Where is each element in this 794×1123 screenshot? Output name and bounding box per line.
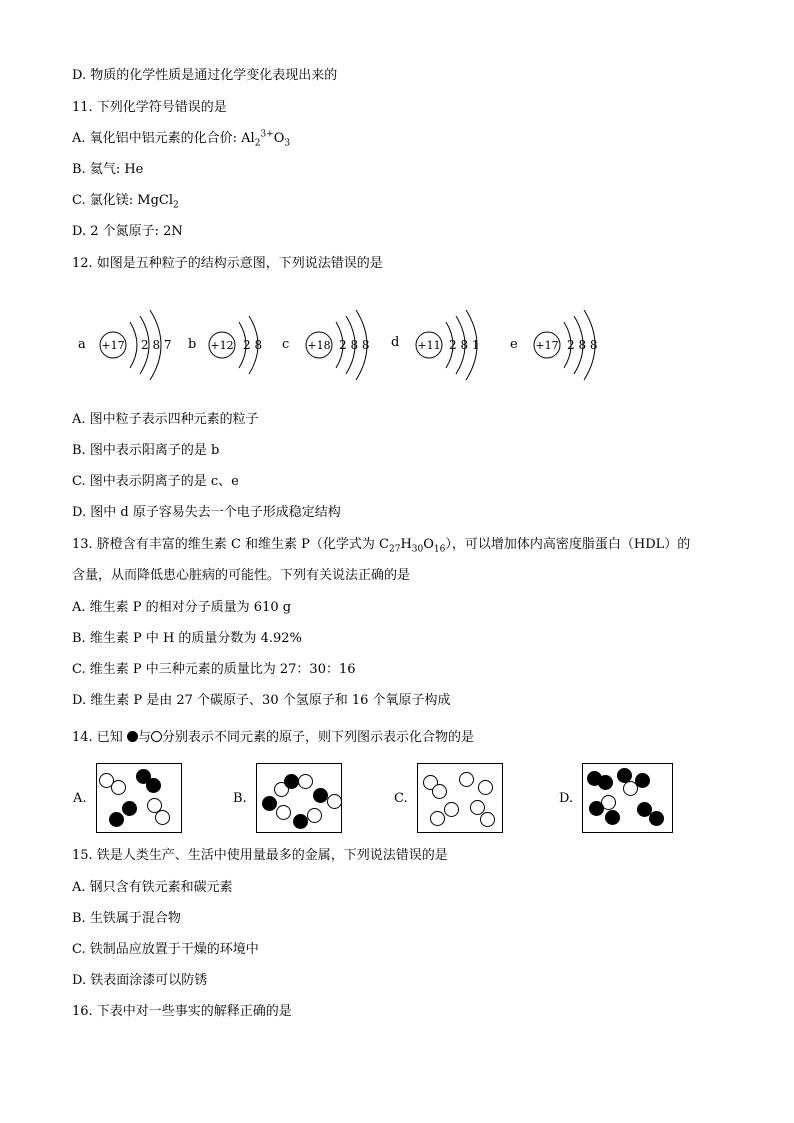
option-14a-diagram (73, 763, 182, 833)
question-15: 15. 铁是人类生产、生活中使用量最多的金属，下列说法错误的是 (72, 848, 448, 863)
option-label: C. (394, 791, 408, 806)
option-11b: B. 氦气: He (72, 162, 144, 177)
atom-label: c (282, 337, 290, 352)
option-15d: D. 铁表面涂漆可以防锈 (72, 973, 208, 988)
white-atom-icon (478, 780, 493, 795)
option-15b: B. 生铁属于混合物 (72, 911, 181, 926)
option-11d: D. 2 个氮原子: 2N (72, 224, 183, 239)
white-atom-icon (459, 772, 474, 787)
atom-shell-icon (414, 314, 524, 384)
white-atom-icon (444, 802, 459, 817)
atom-label: b (188, 337, 197, 352)
black-atom-icon (284, 774, 299, 789)
option-14b-diagram (233, 763, 342, 833)
option-15c: C. 铁制品应放置于干燥的环境中 (72, 942, 259, 957)
electron-shells: 2 8 1 (449, 338, 480, 352)
option-13d: D. 维生素 P 是由 27 个碳原子、30 个氢原子和 16 个氧原子构成 (72, 693, 451, 708)
option-12a: A. 图中粒子表示四种元素的粒子 (72, 412, 259, 427)
black-atom-icon (635, 773, 650, 788)
white-atom-icon (276, 805, 291, 820)
electron-shells: 2 8 7 (141, 338, 172, 352)
option-15a: A. 钢只含有铁元素和碳元素 (72, 880, 233, 895)
question-13: 13. 脐橙含有丰富的维生素 C 和维生素 P（化学式为 $C_{27}H_{30}O_{16}$），可以增加体内高密度脂蛋白（HDL）的 (72, 537, 691, 555)
white-atom-icon (480, 812, 495, 827)
option-11c: C. 氯化镁: MgCl$_2$ (72, 193, 179, 211)
atom-diagram-d (391, 322, 501, 370)
atom-diagram-c (282, 322, 392, 370)
white-atom-icon (307, 808, 322, 823)
svg-text:+11: +11 (417, 339, 441, 352)
electron-shells: 2 8 (243, 338, 263, 352)
atom-label: d (391, 335, 400, 350)
black-atom-icon (605, 810, 620, 825)
svg-text:+17: +17 (101, 339, 125, 352)
question-11: 11. 下列化学符号错误的是 (72, 100, 227, 115)
svg-text:+18: +18 (307, 339, 331, 352)
black-atom-icon (262, 796, 277, 811)
black-atom-icon (598, 775, 613, 790)
black-atom-icon (122, 801, 137, 816)
option-12b: B. 图中表示阳离子的是 b (72, 443, 220, 458)
line-q10-d: D. 物质的化学性质是通过化学变化表现出来的 (72, 68, 338, 83)
svg-text:+12: +12 (210, 339, 234, 352)
svg-text:+17: +17 (535, 339, 559, 352)
white-atom-icon (111, 780, 126, 795)
black-atom-icon (313, 788, 328, 803)
black-atom-icon (109, 812, 124, 827)
black-atom-icon (146, 778, 161, 793)
white-atom-icon (430, 811, 445, 826)
atom-diagram-a (78, 322, 188, 370)
black-atom-icon (127, 731, 138, 742)
black-atom-icon (293, 814, 308, 829)
white-atom-icon (432, 784, 447, 799)
atom-shell-icon (532, 314, 642, 384)
white-atom-icon (155, 810, 170, 825)
white-atom-icon (327, 794, 342, 809)
option-14d-diagram (559, 763, 673, 833)
question-12: 12. 如图是五种粒子的结构示意图，下列说法错误的是 (72, 256, 383, 271)
option-11a: A. 氧化铝中铝元素的化合价: $Al_2^{3+}O_3$ (72, 129, 291, 149)
atom-label: a (78, 337, 86, 352)
question-14: 14. 已知 与 分别表示不同元素的原子，则下列图示表示化合物的是 (72, 730, 474, 745)
option-13c: C. 维生素 P 中三种元素的质量比为 27：30：16 (72, 662, 356, 677)
electron-shells: 2 8 8 (567, 338, 598, 352)
option-label: B. (233, 791, 247, 806)
option-12c: C. 图中表示阴离子的是 c、e (72, 474, 239, 489)
option-13a: A. 维生素 P 的相对分子质量为 610 g (72, 600, 292, 615)
question-16: 16. 下表中对一些事实的解释正确的是 (72, 1004, 292, 1019)
question-13-cont: 含量，从而降低患心脏病的可能性。下列有关说法正确的是 (72, 568, 411, 583)
white-atom-icon (151, 731, 162, 742)
option-12d: D. 图中 d 原子容易失去一个电子形成稳定结构 (72, 505, 341, 520)
black-atom-icon (589, 801, 604, 816)
white-atom-icon (298, 774, 313, 789)
black-atom-icon (649, 811, 664, 826)
option-14c-diagram (394, 763, 503, 833)
atom-diagram-e (510, 322, 620, 370)
atom-diagram-b (188, 322, 278, 370)
option-13b: B. 维生素 P 中 H 的质量分数为 4.92% (72, 631, 302, 646)
atom-label: e (510, 337, 518, 352)
option-label: D. (559, 791, 574, 806)
option-label: A. (73, 791, 87, 806)
electron-shells: 2 8 8 (339, 338, 370, 352)
